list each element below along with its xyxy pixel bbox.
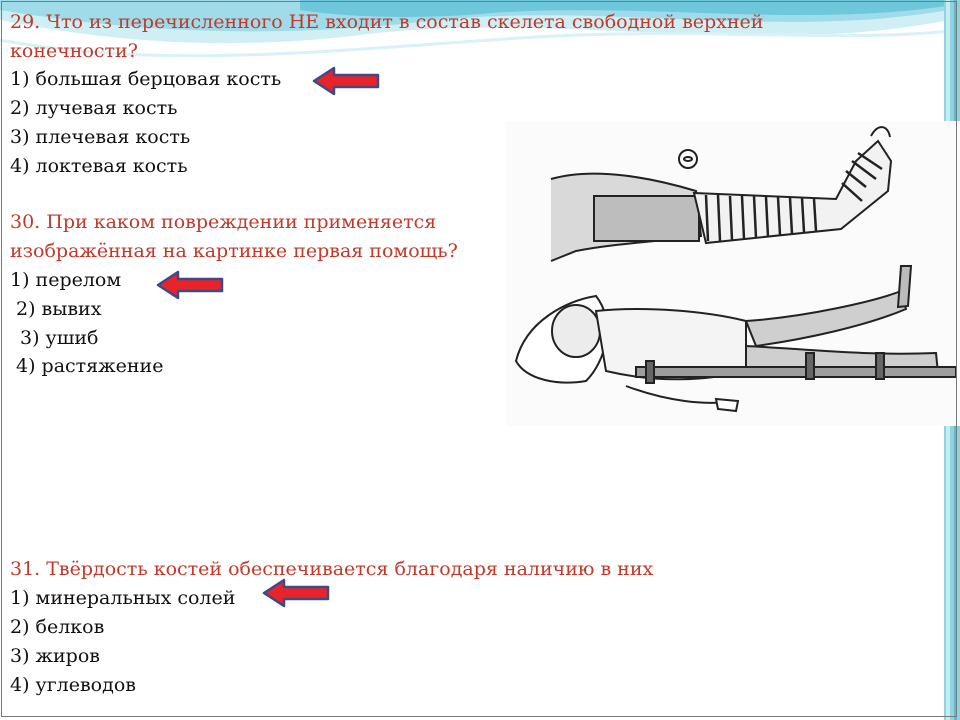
answer-arrow-icon [262, 578, 330, 608]
q29-option-3: 3) плечевая кость [10, 126, 191, 148]
splinted-leg-first-aid-illustration [506, 121, 960, 426]
q30-option-2: 2) вывих [16, 298, 102, 320]
q30-option-3: 3) ушиб [20, 327, 99, 349]
q29-option-4: 4) локтевая кость [10, 155, 188, 177]
q29-title-line1: 29. Что из перечисленного НЕ входит в состав скелета свободной верхней [10, 11, 764, 33]
answer-arrow-icon [312, 66, 380, 96]
q30-option-1: 1) перелом [10, 269, 122, 291]
q29-option-2: 2) лучевая кость [10, 97, 178, 119]
answer-arrow-icon [156, 270, 224, 300]
q31-title: 31. Твёрдость костей обеспечивается благодаря наличию в них [10, 558, 654, 580]
q30-title-line1: 30. При каком повреждении применяется [10, 211, 437, 233]
q29-option-1: 1) большая берцовая кость [10, 68, 282, 90]
q31-option-1: 1) минеральных солей [10, 587, 236, 609]
q31-option-4: 4) углеводов [10, 674, 136, 696]
q30-title-line2: изображённая на картинке первая помощь? [10, 240, 458, 262]
q31-option-3: 3) жиров [10, 645, 100, 667]
q29-title-line2: конечности? [10, 40, 138, 62]
q31-option-2: 2) белков [10, 616, 105, 638]
q30-option-4: 4) растяжение [16, 355, 164, 377]
